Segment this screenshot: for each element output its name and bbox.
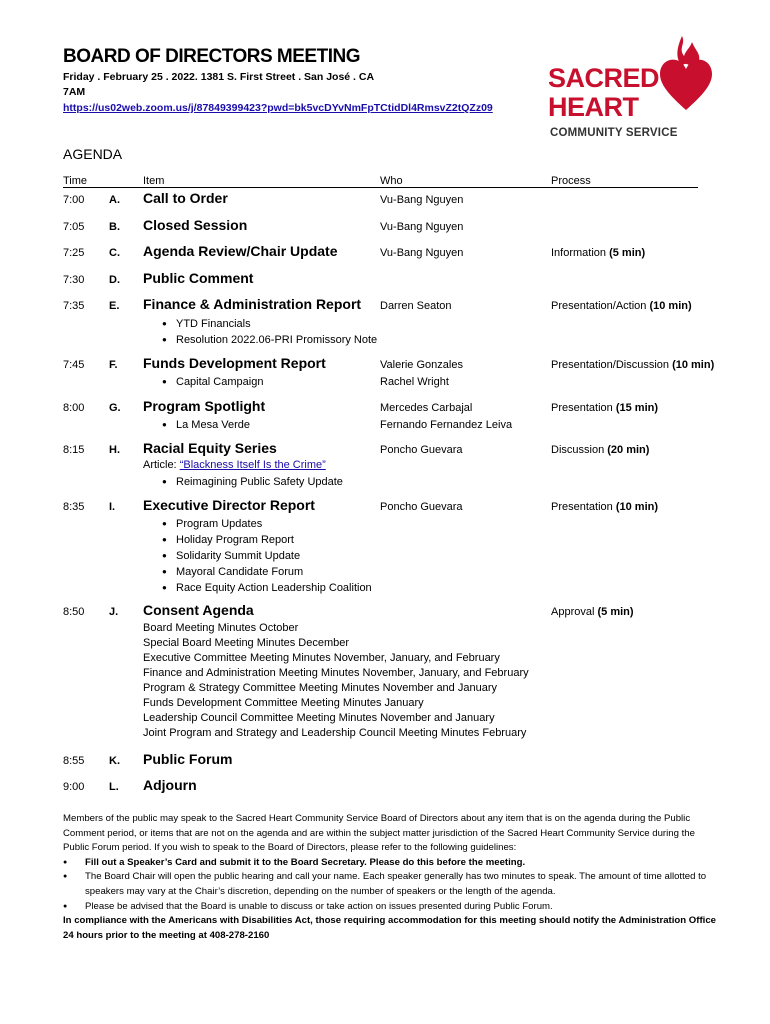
item-time: 9:00 [63,781,85,793]
ada-notice: In compliance with the Americans with Disabilities Act, those requiring accommodation for this meeting should notify the Administration Office 24 hours prior to the meeting at 408-278-2160 [63,915,716,941]
consent-item: Leadership Council Committee Meeting Minutes November and January [143,712,495,724]
item-title: Call to Order [143,190,228,206]
bullet-item: ● Holiday Program Report [162,532,372,548]
item-title: Adjourn [143,777,197,793]
item-title: Consent Agenda [143,602,254,618]
item-process: Presentation/Action (10 min) [551,300,692,312]
item-letter: K. [109,755,120,767]
item-title: Agenda Review/Chair Update [143,243,338,259]
public-comment-notes [63,812,723,943]
item-time: 8:35 [63,501,85,513]
item-letter: I. [109,501,116,513]
article-link[interactable]: “Blackness Itself Is the Crime” [179,459,326,471]
item-title: Program Spotlight [143,398,266,414]
item-time: 8:15 [63,444,85,456]
consent-item: Executive Committee Meeting Minutes November, January, and February [143,652,500,664]
meeting-time: 7AM [63,86,86,98]
item-process: Approval (5 min) [551,606,634,618]
item-presenter: Valerie Gonzales Rachel Wright [380,359,463,388]
item-presenter: Mercedes Carbajal Fernando Fernandez Leiva [380,402,513,431]
item-process: Discussion (20 min) [551,444,650,456]
page-title: BOARD OF DIRECTORS MEETING [63,46,360,67]
guideline-item: ● Fill out a Speaker’s Card and submit it to the Board Secretary. Please do this before the meeting. [63,856,723,871]
item-presenter: Vu-Bang Nguyen [380,247,464,259]
item-presenter: Darren Seaton [380,300,452,312]
column-header-time: Time [63,175,88,187]
consent-item: Joint Program and Strategy and Leadership Council Meeting Minutes February [143,727,527,739]
consent-item: Program & Strategy Committee Meeting Minutes November and January [143,682,497,694]
item-bullets [162,516,372,596]
item-title: Finance & Administration Report [143,296,362,312]
bullet-item: ● Solidarity Summit Update [162,548,372,564]
item-letter: C. [109,247,120,259]
bullet-item: ● Program Updates [162,516,372,532]
header-divider [63,187,698,188]
bullet-item: ● Capital Campaign [162,374,263,390]
item-letter: A. [109,194,120,206]
item-title: Public Forum [143,751,233,767]
meeting-date-location: Friday . February 25 . 2022. 1381 S. First Street . San José . CA [63,71,375,83]
bullet-item: ● YTD Financials [162,316,377,332]
item-time: 7:00 [63,194,85,206]
article-reference: Article: “Blackness Itself Is the Crime” [143,459,326,471]
item-title: Racial Equity Series [143,440,277,456]
speaker-guidelines [63,856,723,914]
item-presenter: Poncho Guevara [380,501,463,513]
item-letter: H. [109,444,120,456]
logo-subtitle: COMMUNITY SERVICE [550,127,678,139]
item-title: Funds Development Report [143,355,326,371]
bullet-item: ● Race Equity Action Leadership Coalition [162,580,372,596]
item-letter: D. [109,274,120,286]
bullet-item: ● La Mesa Verde [162,417,250,433]
item-presenter: Vu-Bang Nguyen [380,194,464,206]
item-process: Presentation (15 min) [551,402,659,414]
notes-intro: Members of the public may speak to the Sacred Heart Community Service Board of Directors about any item that is on the agenda during the Public Comment period, or items that are not on the agenda and are within the subject matter jurisdiction of the Sacred Heart Community Service during the Public Forum period. If you wish to speak to the Board of Directors, please refer to the following guidelines: [63,813,695,854]
column-header-who: Who [380,175,403,187]
consent-item: Board Meeting Minutes October [143,622,299,634]
item-presenter: Vu-Bang Nguyen [380,221,464,233]
item-letter: J. [109,606,119,618]
consent-item: Special Board Meeting Minutes December [143,637,350,649]
item-time: 8:00 [63,402,85,414]
item-title: Closed Session [143,217,248,233]
flaming-heart-icon [660,30,712,112]
item-letter: E. [109,300,120,312]
consent-item: Funds Development Committee Meeting Minutes January [143,697,424,709]
item-time: 8:55 [63,755,85,767]
item-letter: B. [109,221,120,233]
item-process: Presentation/Discussion (10 min) [551,359,715,371]
guideline-item: ● The Board Chair will open the public hearing and call your name. Each speaker generally has two minutes to speak. The amount of time allotted to speakers may vary at the Chair’s discretion, depending on the number of speakers or the length of the agenda. [63,870,723,899]
sacred-heart-logo [548,30,708,145]
item-time: 7:35 [63,300,85,312]
column-header-process: Process [551,175,591,187]
item-letter: L. [109,781,119,793]
item-time: 7:25 [63,247,85,259]
item-bullets [162,474,343,490]
guideline-item: ● Please be advised that the Board is unable to discuss or take action on issues presented during Public Forum. [63,900,723,915]
item-process: Presentation (10 min) [551,501,659,513]
column-header-item: Item [143,175,165,187]
bullet-item: ● Mayoral Candidate Forum [162,564,372,580]
bullet-item: ● Resolution 2022.06-PRI Promissory Note [162,332,377,348]
item-letter: F. [109,359,118,371]
consent-agenda-list [143,621,529,741]
item-time: 8:50 [63,606,85,618]
logo-word-sacred: SACRED [548,63,660,93]
bullet-item: ● Reimagining Public Safety Update [162,474,343,490]
item-letter: G. [109,402,121,414]
item-time: 7:45 [63,359,85,371]
item-time: 7:05 [63,221,85,233]
item-bullets [162,316,377,348]
logo-word-heart: HEART [548,92,639,122]
item-presenter: Poncho Guevara [380,444,463,456]
item-title: Executive Director Report [143,497,315,513]
item-bullets [162,374,263,390]
item-process: Information (5 min) [551,247,646,259]
item-time: 7:30 [63,274,85,286]
agenda-heading: AGENDA [63,146,123,162]
item-title: Public Comment [143,270,254,286]
consent-item: Finance and Administration Meeting Minutes November, January, and February [143,667,529,679]
item-bullets [162,417,250,433]
zoom-link[interactable]: https://us02web.zoom.us/j/87849399423?pwd=bk5vcDYvNmFpTCtidDl4RmsvZ2tQZz09 [63,102,493,114]
